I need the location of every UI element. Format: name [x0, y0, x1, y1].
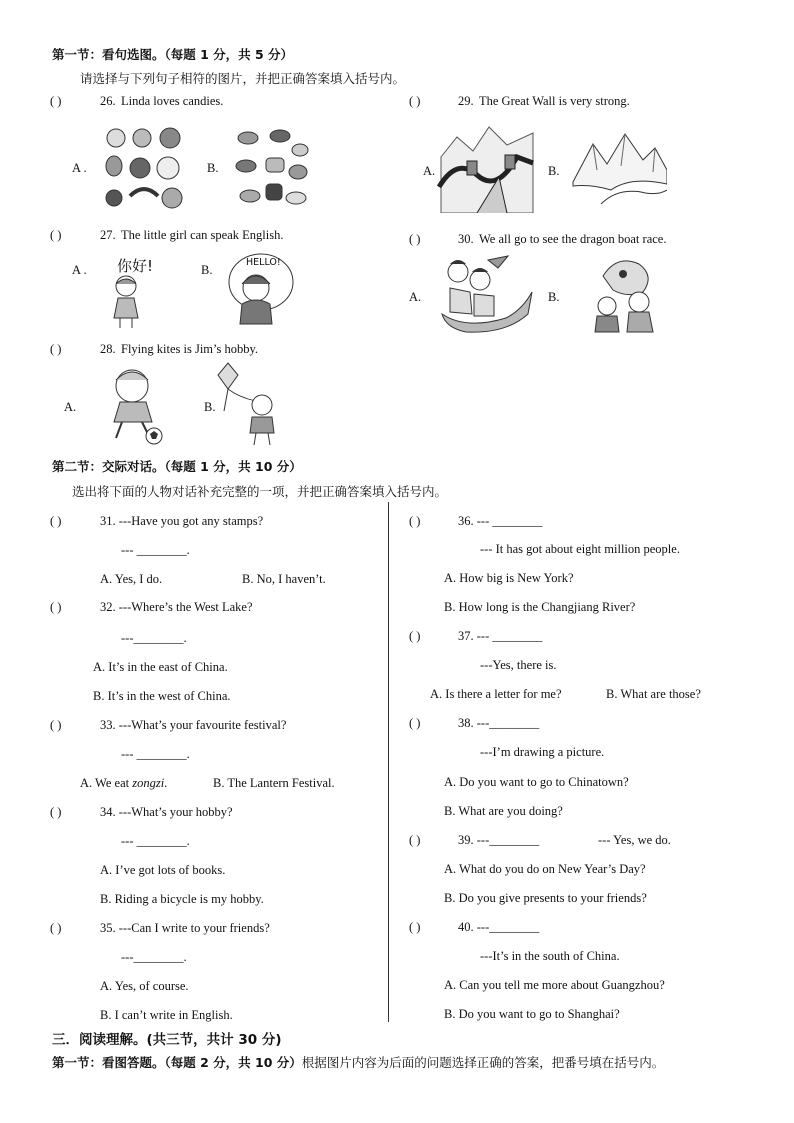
- section3-subinstruction: 根据图片内容为后面的问题选择正确的答案，把番号填在括号内。: [301, 1055, 665, 1070]
- answer-paren-27[interactable]: ( ): [50, 228, 62, 242]
- q27-option-b-label: B.: [201, 263, 213, 277]
- q35-blank: ---________.: [121, 950, 187, 964]
- boy-football-image[interactable]: [98, 364, 170, 446]
- answer-paren-32[interactable]: ( ): [50, 600, 62, 614]
- q40-question: 40. ---________: [458, 920, 540, 934]
- q33-option-a-text: A. We eat: [80, 776, 133, 790]
- answer-paren-36[interactable]: ( ): [409, 514, 421, 528]
- q26-option-a-label: A .: [72, 161, 87, 175]
- q39-option-b[interactable]: B. Do you give presents to your friends?: [444, 891, 647, 905]
- q30-option-b-label: B.: [548, 290, 560, 304]
- q38-option-a[interactable]: A. Do you want to go to Chinatown?: [444, 775, 629, 789]
- q34-option-a[interactable]: A. I’ve got lots of books.: [100, 863, 226, 877]
- q34-question: 34. ---What’s your hobby?: [100, 805, 233, 819]
- q28-num: 28.: [100, 342, 116, 356]
- answer-paren-34[interactable]: ( ): [50, 805, 62, 819]
- dragon-dance-image[interactable]: [583, 252, 663, 334]
- great-wall-image[interactable]: [437, 117, 537, 213]
- section2-instruction: 选出将下面的人物对话补充完整的一项，并把正确答案填入括号内。: [72, 484, 448, 499]
- answer-paren-28[interactable]: ( ): [50, 342, 62, 356]
- q33-blank: --- ________.: [121, 747, 190, 761]
- q33-option-a-end: .: [164, 776, 168, 790]
- q26-num: 26.: [100, 94, 116, 108]
- fruits-image[interactable]: [102, 126, 188, 212]
- q37-question: 37. --- ________: [458, 629, 543, 643]
- q32-blank: ---________.: [121, 631, 187, 645]
- q32-question: 32. ---Where’s the West Lake?: [100, 600, 253, 614]
- q37-option-b[interactable]: B. What are those?: [606, 687, 701, 701]
- q38-question: 38. ---________: [458, 716, 540, 730]
- answer-paren-30[interactable]: ( ): [409, 232, 421, 246]
- q31-option-a[interactable]: A. Yes, I do.: [100, 572, 163, 586]
- q37-response: ---Yes, there is.: [480, 658, 557, 672]
- answer-paren-31[interactable]: ( ): [50, 514, 62, 528]
- q34-blank: --- ________.: [121, 834, 190, 848]
- section3-subheader: [52, 1053, 664, 1072]
- q35-question: 35. ---Can I write to your friends?: [100, 921, 270, 935]
- q39-option-a[interactable]: A. What do you do on New Year’s Day?: [444, 862, 646, 876]
- speech-bubble-hello: HELLO!: [246, 257, 281, 268]
- q34-option-b[interactable]: B. Riding a bicycle is my hobby.: [100, 892, 264, 906]
- q29-text: The Great Wall is very strong.: [479, 94, 630, 108]
- q29-num: 29.: [458, 94, 474, 108]
- q33-option-a[interactable]: [80, 775, 167, 791]
- q39-question: 39. ---________: [458, 833, 540, 847]
- q28-option-a-label: A.: [64, 400, 77, 414]
- answer-paren-37[interactable]: ( ): [409, 629, 421, 643]
- q36-option-b[interactable]: B. How long is the Changjiang River?: [444, 600, 636, 614]
- q27-option-a-label: A .: [72, 263, 87, 277]
- boy-kite-image[interactable]: [214, 361, 286, 447]
- section3-title: 三．阅读理解。(共三节，共计 30 分): [52, 1032, 282, 1048]
- q29-option-b-label: B.: [548, 164, 560, 178]
- speech-bubble-nihao: 你好!: [117, 257, 154, 275]
- q35-option-b[interactable]: B. I can’t write in English.: [100, 1008, 233, 1022]
- chinese-girl-image[interactable]: [108, 274, 144, 330]
- q31-option-b[interactable]: B. No, I haven’t.: [242, 572, 326, 586]
- section1-header: 第一节：看句选图。（每题 1 分，共 5 分）: [52, 47, 294, 62]
- q36-option-a[interactable]: A. How big is New York?: [444, 571, 574, 585]
- section3-subheader-bold: 第一节：看图答题。（每题 2 分，共 10 分）: [52, 1055, 302, 1070]
- q33-option-b[interactable]: B. The Lantern Festival.: [213, 776, 335, 790]
- q26-option-b-label: B.: [207, 161, 219, 175]
- q36-question: 36. --- ________: [458, 514, 543, 528]
- answer-paren-40[interactable]: ( ): [409, 920, 421, 934]
- q38-option-b[interactable]: B. What are you doing?: [444, 804, 563, 818]
- q32-option-a[interactable]: A. It’s in the east of China.: [93, 660, 228, 674]
- q30-num: 30.: [458, 232, 474, 246]
- q30-text: We all go to see the dragon boat race.: [479, 232, 667, 246]
- q28-text: Flying kites is Jim’s hobby.: [121, 342, 259, 356]
- q27-text: The little girl can speak English.: [121, 228, 284, 242]
- answer-paren-29[interactable]: ( ): [409, 94, 421, 108]
- answer-paren-39[interactable]: ( ): [409, 833, 421, 847]
- q29-option-a-label: A.: [423, 164, 436, 178]
- q40-option-a[interactable]: A. Can you tell me more about Guangzhou?: [444, 978, 665, 992]
- q31-blank: --- ________.: [121, 543, 190, 557]
- q33-option-a-zongzi: zongzi: [132, 776, 165, 790]
- answer-paren-33[interactable]: ( ): [50, 718, 62, 732]
- candies-image[interactable]: [232, 126, 312, 210]
- section1-instruction: 请选择与下列句子相符的图片，并把正确答案填入括号内。: [80, 71, 406, 86]
- q36-response: --- It has got about eight million people.: [480, 542, 680, 556]
- dragon-boat-image[interactable]: [436, 252, 536, 334]
- q35-option-a[interactable]: A. Yes, of course.: [100, 979, 189, 993]
- q40-response: ---It’s in the south of China.: [480, 949, 620, 963]
- q30-option-a-label: A.: [409, 290, 422, 304]
- q27-num: 27.: [100, 228, 116, 242]
- q37-option-a[interactable]: A. Is there a letter for me?: [430, 687, 562, 701]
- section2-header: 第二节：交际对话。（每题 1 分，共 10 分）: [52, 459, 302, 474]
- mountains-image[interactable]: [571, 130, 667, 206]
- answer-paren-35[interactable]: ( ): [50, 921, 62, 935]
- q32-option-b[interactable]: B. It’s in the west of China.: [93, 689, 231, 703]
- answer-paren-26[interactable]: ( ): [50, 94, 62, 108]
- q39-response: --- Yes, we do.: [598, 833, 671, 847]
- q33-question: 33. ---What’s your favourite festival?: [100, 718, 287, 732]
- column-divider: [388, 502, 389, 1022]
- answer-paren-38[interactable]: ( ): [409, 716, 421, 730]
- q31-question: 31. ---Have you got any stamps?: [100, 514, 264, 528]
- q26-text: Linda loves candies.: [121, 94, 224, 108]
- q38-response: ---I’m drawing a picture.: [480, 745, 605, 759]
- q28-option-b-label: B.: [204, 400, 216, 414]
- q40-option-b[interactable]: B. Do you want to go to Shanghai?: [444, 1007, 620, 1021]
